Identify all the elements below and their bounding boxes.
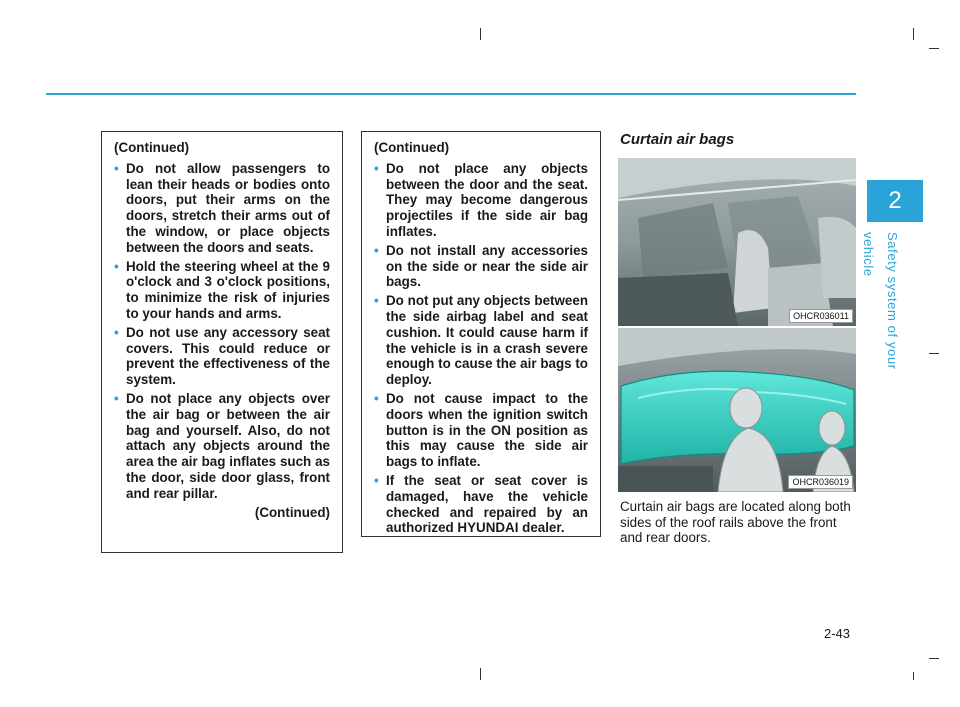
chapter-title: Safety system of your vehicle <box>861 232 900 370</box>
list-item: • Hold the steering wheel at the 9 o'clock and 3 o'clock positions, to minimize the risk of injuries to your hands and arms. <box>114 258 330 321</box>
page-number: 2-43 <box>824 626 851 641</box>
image-code: OHCR036011 <box>789 309 853 323</box>
crop-mark <box>480 668 481 680</box>
continued-label: (Continued) <box>114 140 190 155</box>
crop-mark <box>480 28 481 40</box>
crop-mark <box>913 672 914 680</box>
curtain-airbag-illustration-stowed <box>618 158 856 326</box>
section-heading: Curtain air bags <box>620 131 735 148</box>
crop-mark <box>913 28 914 40</box>
bullet-dot-icon: • <box>114 160 119 176</box>
bullet-dot-icon: • <box>114 324 119 340</box>
bullet-dot-icon: • <box>374 242 379 258</box>
crop-mark <box>929 353 939 354</box>
warning-list <box>374 161 588 536</box>
list-item: • Do not put any objects between the side airbag label and seat cushion. It could cause harm if the vehicle is in a crash severe enough to cause the air bags to deploy. <box>374 293 588 388</box>
bullet-dot-icon: • <box>374 472 379 488</box>
car-interior-image <box>618 328 856 492</box>
list-item: • Do not place any objects between the door and the seat. They may become dangerous projectiles if the side air bag inflates. <box>374 160 588 239</box>
list-item: • Do not cause impact to the doors when the ignition switch button is in the ON position as this may cause the side air bags to inflate. <box>374 390 588 470</box>
crop-mark <box>929 658 939 659</box>
warning-list <box>114 161 330 502</box>
continued-label: (Continued) <box>254 504 330 520</box>
car-interior-image <box>618 158 856 326</box>
list-item: • If the seat or seat cover is damaged, have the vehicle checked and repaired by an authorized HYUNDAI dealer. <box>374 472 588 536</box>
crop-mark <box>929 48 939 49</box>
bullet-dot-icon: • <box>114 390 119 406</box>
warning-box-left <box>101 131 343 553</box>
image-code: OHCR036019 <box>788 475 853 489</box>
chapter-tab: 2 <box>867 180 923 222</box>
bullet-dot-icon: • <box>374 293 379 309</box>
body-paragraph: Curtain air bags are located along both sides of the roof rails above the front and rear doors. <box>620 499 851 545</box>
bullet-dot-icon: • <box>374 160 379 176</box>
warning-box-middle <box>361 131 601 537</box>
header-rule <box>46 93 856 95</box>
curtain-airbag-illustration-deployed <box>618 328 856 492</box>
list-item: • Do not allow passengers to lean their heads or bodies onto doors, put their arms on the doors, stretch their arms out of the window, or place objects between the doors and seats. <box>114 160 330 255</box>
bullet-dot-icon: • <box>114 258 119 274</box>
list-item: • Do not use any accessory seat covers. This could reduce or prevent the effectiveness of the system. <box>114 324 330 388</box>
list-item: • Do not install any accessories on the side or near the side air bags. <box>374 242 588 290</box>
bullet-dot-icon: • <box>374 390 379 406</box>
list-item: • Do not place any objects over the air bag or between the air bag and yourself. Also, do not attach any objects around the area the air bag inflates such as the door, side door glass, front and rear pillar. <box>114 390 330 501</box>
continued-label: (Continued) <box>374 140 450 155</box>
